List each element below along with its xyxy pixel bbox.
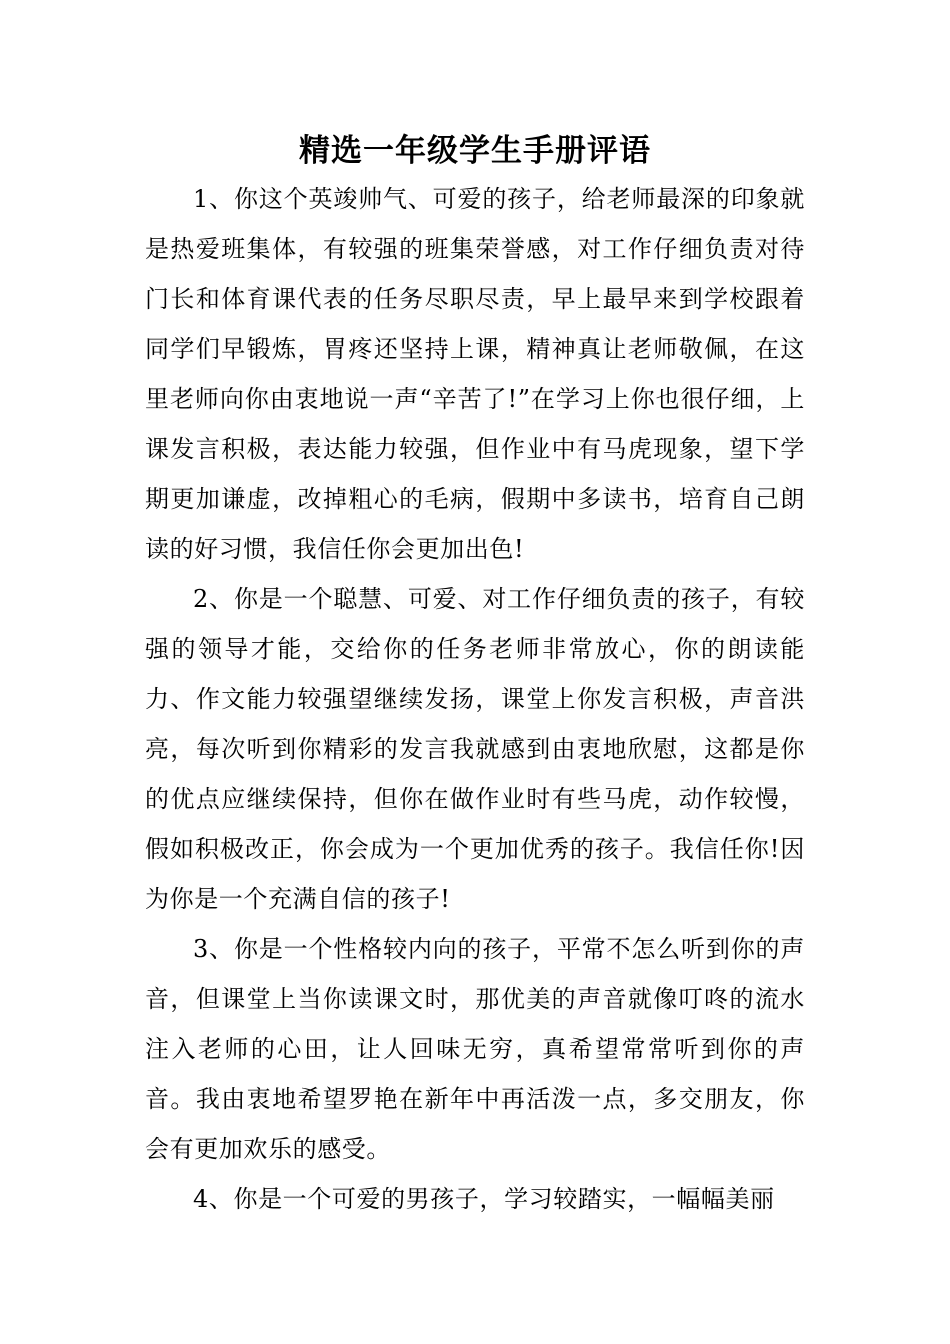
- comment-paragraph-3: 3、你是一个性格较内向的孩子，平常不怎么听到你的声音，但课堂上当你读课文时，那优美的声音就像叮咚的流水注入老师的心田，让人回味无穷，真希望常常听到你的声音。我由衷地希望罗艳在新年中再活泼一点，多交朋友，你会有更加欢乐的感受。: [145, 935, 805, 1163]
- document-title: 精选一年级学生手册评语: [299, 133, 651, 169]
- comment-paragraph-2: 2、你是一个聪慧、可爱、对工作仔细负责的孩子，有较强的领导才能，交给你的任务老师非常放心，你的朗读能力、作文能力较强望继续发扬，课堂上你发言积极，声音洪亮，每次听到你精彩的发言我就感到由衷地欣慰，这都是你的优点应继续保持，但你在做作业时有些马虎，动作较慢，假如积极改正，你会成为一个更加优秀的孩子。我信任你!因为你是一个充满自信的孩子!: [145, 585, 805, 913]
- document-body: [145, 174, 805, 1224]
- comment-paragraph-4: 4、你是一个可爱的男孩子，学习较踏实，一幅幅美丽: [193, 1185, 775, 1213]
- comment-paragraph-1: 1、你这个英竣帅气、可爱的孩子，给老师最深的印象就是热爱班集体，有较强的班集荣誉感，对工作仔细负责对待门长和体育课代表的任务尽职尽责，早上最早来到学校跟着同学们早锻炼，胃疼还坚持上课，精神真让老师敬佩，在这里老师向你由衷地说一声“辛苦了!”在学习上你也很仔细，上课发言积极，表达能力较强，但作业中有马虎现象，望下学期更加谦虚，改掉粗心的毛病，假期中多读书，培育自己朗读的好习惯，我信任你会更加出色!: [145, 185, 805, 563]
